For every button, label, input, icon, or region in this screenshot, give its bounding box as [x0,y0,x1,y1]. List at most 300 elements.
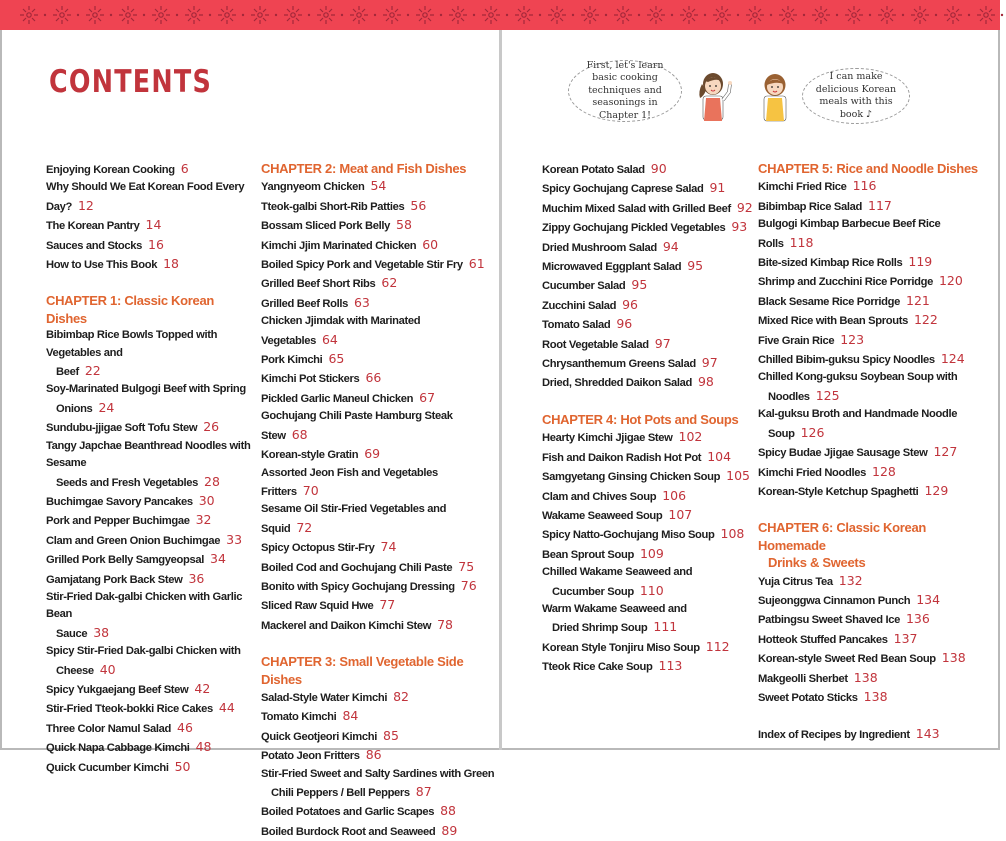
toc-entry[interactable] [261,558,496,577]
toc-entry[interactable] [542,354,757,373]
toc-entry-title: Mackerel and Daikon Kimchi Stew [261,619,432,632]
chapter-heading[interactable] [261,160,496,177]
chapter-heading[interactable] [758,160,993,177]
toc-entry-title: Tteok Rice Cake Soup [542,661,653,674]
toc-entry[interactable] [261,408,496,445]
toc-entry[interactable] [758,369,993,406]
page-number: 34 [210,551,226,567]
toc-entry-title: Grilled Beef Rolls [261,297,348,310]
toc-entry[interactable] [758,688,993,707]
page-number: 33 [226,531,243,547]
toc-entry-title-cont-text: Chili Peppers / Bell Peppers [271,787,410,799]
toc-entry-title: Zippy Gochujang Pickled Vegetables [542,222,726,235]
toc-entry[interactable] [261,350,496,369]
toc-entry[interactable] [46,719,256,738]
page-number: 12 [77,197,94,213]
toc-entry[interactable] [261,596,496,615]
toc-entry-title: Stir-Fried Tteok-bokki Rice Cakes [46,703,213,716]
toc-entry[interactable] [46,758,256,777]
toc-entry[interactable] [261,707,496,726]
flower-ornament-icon [610,4,643,26]
toc-entry[interactable] [542,218,757,237]
toc-entry[interactable] [261,577,496,596]
toc-entry-title: Assorted Jeon Fish and Vegetables Fritters [261,466,438,498]
toc-entry-title: Spicy Stir-Fried Dak-galbi Chicken with [46,645,241,658]
toc-entry-title: Dried Mushroom Salad [542,241,657,254]
toc-entry-title: Korean Potato Salad [542,164,645,176]
flower-ornament-icon [907,4,940,26]
page-number: 64 [321,331,338,347]
page-number: 95 [687,258,704,274]
toc-entry[interactable] [46,216,256,235]
toc-entry[interactable] [758,350,993,369]
toc-entry-title: Spicy Yukgaejang Beef Stew [46,683,189,696]
toc-entry[interactable] [758,591,993,610]
flower-ornament-icon [973,4,1006,26]
page-number: 76 [460,577,477,593]
flower-ornament-icon [313,4,346,26]
flower-ornament-icon [808,4,841,26]
page-number: 95 [631,277,648,293]
toc-entry-title: Spicy Gochujang Caprese Salad [542,183,704,196]
toc-entry[interactable] [758,610,993,629]
toc-entry-title: Kimchi Jjim Marinated Chicken [261,239,417,252]
character-pointing-icon [696,70,734,122]
toc-entry-title: The Korean Pantry [46,220,140,233]
toc-entry-title: Kimchi Fried Rice [758,181,847,194]
chapter-heading-text: CHAPTER 5: Rice and Noodle Dishes [758,161,978,176]
page-edge-right [998,30,1000,750]
chapter-heading[interactable] [758,519,993,571]
page-number: 6 [180,161,189,176]
page-number: 77 [379,597,396,613]
toc-entry[interactable] [46,438,256,492]
flower-ornament-icon [709,4,742,26]
page-number: 126 [800,424,825,440]
page-number: 28 [204,473,220,489]
toc-entry[interactable] [46,179,256,216]
toc-entry-title-cont [261,783,496,802]
chapter-heading[interactable] [46,292,256,327]
page-number: 91 [709,180,726,196]
toc-entry[interactable] [758,311,993,330]
toc-entry-title-cont-text: Noodles [768,390,810,403]
toc-entry-title: Yangnyeom Chicken [261,181,365,194]
page-number: 93 [731,219,748,235]
toc-entry-title: Pork and Pepper Buchimgae [46,515,190,528]
flower-ornament-icon [412,4,445,26]
toc-entry-title: Chrysanthemum Greens Salad [542,358,696,371]
toc-entry-title: Sesame Oil Stir-Fried Vegetables and Squid [261,503,447,535]
page-number: 38 [93,624,110,640]
flower-ornament-icon [676,4,709,26]
toc-entry[interactable] [758,331,993,350]
section-spacer [758,707,993,725]
toc-entry-title-cont-text: Cucumber Soup [552,585,634,598]
toc-entry[interactable] [542,199,757,218]
page-number: 108 [720,526,745,542]
toc-entry[interactable] [261,313,496,350]
toc-entry[interactable] [46,418,256,437]
page-number: 94 [662,238,679,254]
toc-entry-title: Boiled Spicy Pork and Vegetable Stir Fry [261,259,463,272]
toc-entry-title: Wakame Seaweed Soup [542,509,663,522]
chapter-heading-text: CHAPTER 2: Meat and Fish Dishes [261,161,467,176]
toc-entry[interactable] [261,802,496,821]
toc-entry-title: Kimchi Fried Noodles [758,466,866,479]
toc-entry-title: Yuja Citrus Tea [758,575,833,588]
flower-ornament-icon [214,4,247,26]
toc-entry-title-cont-text: Soup [768,427,795,440]
toc-entry[interactable] [46,327,256,381]
flower-ornament-icon [742,4,775,26]
toc-entry-title: Spicy Octopus Stir-Fry [261,542,375,555]
chapter-heading-text: CHAPTER 1: Classic Korean Dishes [46,293,215,326]
toc-entry[interactable] [758,406,993,443]
page-number: 54 [370,178,387,194]
page-number: 136 [905,611,930,627]
toc-entry-title: Bossam Sliced Pork Belly [261,220,391,233]
toc-entry-title: Pork Kimchi [261,354,323,367]
toc-entry-title: Tomato Kimchi [261,711,337,724]
page-number: 119 [908,254,933,270]
toc-entry[interactable] [261,766,496,803]
toc-entry-title-cont-text: Seeds and Fresh Vegetables [56,476,198,489]
page-number: 22 [84,363,101,379]
toc-entry-title: Kal-guksu Broth and Handmade Noodle [758,408,958,421]
toc-entry[interactable] [542,467,757,486]
page-number: 74 [380,539,397,555]
toc-entry[interactable] [46,531,256,550]
toc-entry[interactable] [261,177,496,196]
toc-entry[interactable] [261,822,496,841]
toc-entry-title: Boiled Cod and Gochujang Chili Paste [261,561,453,574]
toc-entry[interactable] [261,465,496,502]
page-number: 118 [789,234,814,250]
toc-entry[interactable] [46,492,256,511]
page-title: CONTENTS [49,64,213,100]
page-number: 86 [365,747,382,763]
page-number: 18 [163,256,180,272]
page-number: 109 [639,545,664,561]
toc-entry[interactable] [46,699,256,718]
toc-entry[interactable] [758,630,993,649]
toc-entry[interactable] [261,274,496,293]
toc-entry-title-cont-text: Beef [56,366,79,379]
page-number: 46 [177,719,193,735]
toc-entry-title-cont [542,582,757,601]
page-number: 120 [938,273,963,289]
toc-entry[interactable] [758,272,993,291]
toc-entry[interactable] [542,335,757,354]
toc-entry-title: Microwaved Eggplant Salad [542,261,682,274]
toc-entry[interactable] [261,197,496,216]
toc-entry[interactable] [758,669,993,688]
toc-entry[interactable] [261,616,496,635]
page-number: 58 [396,217,412,233]
toc-entry[interactable] [46,680,256,699]
toc-entry-title: Kimchi Pot Stickers [261,373,360,386]
flower-ornament-icon [346,4,379,26]
toc-entry[interactable] [542,545,757,564]
toc-entry[interactable] [542,657,757,676]
toc-entry[interactable] [542,601,757,638]
toc-entry-title: Pickled Garlic Maneul Chicken [261,392,414,405]
toc-entry-title-cont-text: Sauce [56,627,88,640]
toc-entry-title: Boiled Burdock Root and Seaweed [261,825,436,838]
toc-entry[interactable] [46,255,256,274]
toc-entry-title-cont [46,362,256,381]
decorative-banner [0,0,1000,30]
page-number: 26 [203,419,220,435]
page-number: 121 [906,292,930,308]
toc-entry-title: Hotteok Stuffed Pancakes [758,633,888,646]
toc-entry[interactable] [542,428,757,447]
toc-entry-title: Muchim Mixed Salad with Grilled Beef [542,202,731,215]
flower-ornament-icon [280,4,313,26]
toc-entry[interactable] [542,276,757,295]
page-number: 24 [98,399,115,415]
toc-entry-title-cont-text: Dried Shrimp Soup [552,622,648,635]
toc-entry[interactable] [542,179,757,198]
toc-entry[interactable] [758,572,993,591]
toc-entry[interactable] [758,463,993,482]
page-number: 85 [383,727,399,743]
page-number: 138 [941,650,966,666]
page-number: 132 [838,572,863,588]
toc-entry-title-cont [542,618,757,637]
toc-entry[interactable] [542,373,757,392]
page-number: 30 [198,492,215,508]
toc-entry-title: Korean-style Sweet Red Bean Soup [758,653,936,666]
toc-entry-title: Sundubu-jjigae Soft Tofu Stew [46,422,198,435]
toc-entry[interactable] [261,294,496,313]
page-number: 60 [422,236,439,252]
page-number: 98 [697,374,714,390]
toc-entry-title: Patbingsu Sweet Shaved Ice [758,614,900,627]
toc-entry-title: Chilled Kong-guksu Soybean Soup with [758,371,958,384]
toc-entry-title: Soy-Marinated Bulgogi Beef with Spring [46,383,246,396]
page-number: 97 [654,335,671,351]
toc-entry[interactable] [758,725,993,744]
flower-ornament-icon [841,4,874,26]
toc-entry[interactable] [261,445,496,464]
toc-entry-title: Shrimp and Zucchini Rice Porridge [758,276,933,289]
page-number: 70 [302,482,319,498]
page-number: 127 [933,444,958,460]
page-number: 40 [99,661,116,677]
page-number: 143 [915,726,940,742]
flower-ornament-icon [181,4,214,26]
page-number: 89 [441,822,458,838]
page-number: 87 [415,784,432,799]
toc-entry[interactable] [261,688,496,707]
page-number: 61 [468,256,485,272]
toc-entry-title: Salad-Style Water Kimchi [261,691,388,704]
page-number: 69 [364,446,381,462]
toc-entry[interactable] [758,253,993,272]
page-number: 124 [940,351,965,367]
toc-entry-title: Warm Wakame Seaweed and [542,602,687,615]
toc-entry[interactable] [46,570,256,589]
toc-entry[interactable] [261,216,496,235]
flower-ornament-icon [775,4,808,26]
toc-entry-title: Tangy Japchae Beanthread Noodles with Sesame [46,439,251,470]
toc-entry[interactable] [261,501,496,538]
flower-ornament-icon [49,4,82,26]
toc-entry[interactable] [542,638,757,657]
toc-entry-title: Black Sesame Rice Porridge [758,295,901,308]
toc-entry[interactable] [542,257,757,276]
toc-entry-title: Potato Jeon Fritters [261,750,360,763]
toc-entry[interactable] [46,643,256,680]
character-standing-icon [758,72,792,122]
toc-entry[interactable] [758,649,993,668]
toc-entry-title: Root Vegetable Salad [542,338,649,351]
toc-entry-title: Chilled Bibim-guksu Spicy Noodles [758,354,935,367]
toc-entry[interactable] [46,160,256,179]
toc-entry-title: Quick Cucumber Kimchi [46,761,169,774]
page-number: 107 [668,506,693,522]
toc-entry-title: Korean-style Gratin [261,449,359,462]
flower-ornament-icon [511,4,544,26]
toc-entry[interactable] [542,296,757,315]
chapter-heading-text-cont: Drinks & Sweets [768,555,866,571]
page-number: 67 [419,389,436,405]
toc-column-4 [758,160,993,745]
chapter-heading-text: CHAPTER 6: Classic Korean Homemade [758,520,927,553]
toc-entry[interactable] [758,216,993,253]
page-number: 138 [863,688,888,704]
toc-entry-title: Gochujang Chili Paste Hamburg Steak Stew [261,410,453,442]
toc-entry-title-cont [758,424,993,443]
toc-entry-title: Makgeolli Sherbet [758,672,848,685]
toc-entry-title: Enjoying Korean Cooking [46,164,175,176]
flower-ornament-icon [478,4,511,26]
toc-entry[interactable] [261,255,496,274]
toc-entry-title: Bite-sized Kimbap Rice Rolls [758,257,903,270]
toc-entry[interactable] [542,160,757,179]
toc-entry-title: Spicy Natto-Gochujang Miso Soup [542,529,715,542]
toc-entry[interactable] [46,381,256,418]
banner-ornament-row [16,4,1006,26]
toc-entry-title: Stir-Fried Dak-galbi Chicken with Garlic Bean [46,590,243,621]
page-number: 110 [639,582,664,598]
flower-ornament-icon [82,4,115,26]
toc-entry-title: Hearty Kimchi Jjigae Stew [542,432,673,445]
page-number: 104 [707,448,732,464]
toc-entry-title: Sweet Potato Sticks [758,691,858,704]
toc-entry[interactable] [542,564,757,601]
chapter-heading[interactable] [542,411,757,428]
toc-entry-title-cont [46,399,256,418]
toc-entry[interactable] [46,550,256,569]
page-edge-left [0,30,2,750]
speech-bubble-left [568,60,682,122]
page-number: 82 [393,688,410,704]
toc-entry[interactable] [758,292,993,311]
toc-entry[interactable] [758,197,993,216]
page-number: 68 [291,426,308,442]
toc-entry[interactable] [542,315,757,334]
toc-entry-title: Chicken Jjimdak with Marinated Vegetables [261,315,421,347]
toc-entry-title-cont [46,624,256,643]
toc-entry[interactable] [46,511,256,530]
toc-entry[interactable] [758,443,993,462]
page-number: 75 [458,558,475,574]
toc-entry[interactable] [261,389,496,408]
page-number: 32 [195,512,212,528]
flower-ornament-icon [445,4,478,26]
toc-entry[interactable] [542,506,757,525]
toc-entry-title: Korean Style Tonjiru Miso Soup [542,641,700,654]
page-number: 137 [893,630,918,646]
page-number: 72 [296,519,313,535]
toc-entry-title: Korean-Style Ketchup Spaghetti [758,485,919,498]
toc-entry-title: Samgyetang Ginsing Chicken Soup [542,471,721,484]
flower-ornament-icon [544,4,577,26]
book-spine-divider [499,30,502,750]
page-number: 90 [650,161,667,176]
toc-entry[interactable] [542,448,757,467]
page-number: 106 [662,487,687,503]
toc-entry-title: Spicy Budae Jjigae Sausage Stew [758,447,928,460]
page-number: 56 [410,197,427,213]
toc-entry[interactable] [261,746,496,765]
toc-entry[interactable] [261,727,496,746]
toc-entry-title: Clam and Chives Soup [542,490,657,503]
page-number: 65 [328,351,345,367]
toc-entry-title: Bean Sprout Soup [542,548,634,561]
page-number: 84 [342,708,359,724]
page-number: 138 [853,669,878,685]
flower-ornament-icon [874,4,907,26]
chapter-heading[interactable] [261,653,496,688]
speech-bubble-right [802,68,910,124]
page-number: 16 [148,236,164,252]
toc-entry[interactable] [46,589,256,643]
toc-entry[interactable] [46,738,256,757]
toc-entry-title: Tteok-galbi Short-Rib Patties [261,200,405,213]
toc-entry[interactable] [46,236,256,255]
page-number: 48 [195,739,212,755]
toc-entry-title: Sauces and Stocks [46,239,143,252]
toc-entry[interactable] [542,487,757,506]
speech-bubble-text: First, let's learn basic cooking techniques and seasonings in Chapter 1! [586,59,664,121]
toc-entry-title: Bibimbap Rice Salad [758,200,863,213]
toc-entry[interactable] [261,369,496,388]
toc-entry-title: Cucumber Salad [542,280,626,293]
toc-entry-title: How to Use This Book [46,259,158,272]
page-number: 113 [658,658,683,674]
toc-entry-title: Bibimbap Rice Bowls Topped with Vegetables and [46,329,218,359]
toc-entry[interactable] [758,177,993,196]
toc-entry[interactable] [542,525,757,544]
toc-entry[interactable] [542,238,757,257]
toc-entry[interactable] [261,538,496,557]
toc-entry[interactable] [261,236,496,255]
page-number: 125 [815,387,840,403]
page-number: 123 [840,331,865,347]
toc-entry-title: Sujeonggwa Cinnamon Punch [758,594,911,607]
toc-entry-title: Dried, Shredded Daikon Salad [542,377,692,390]
page-number: 112 [705,638,730,654]
toc-entry[interactable] [758,482,993,501]
toc-entry-title: Gamjatang Pork Back Stew [46,573,183,586]
toc-entry-title: Mixed Rice with Bean Sprouts [758,315,908,328]
toc-entry-title: Index of Recipes by Ingredient [758,729,910,742]
page-number: 128 [872,463,896,479]
